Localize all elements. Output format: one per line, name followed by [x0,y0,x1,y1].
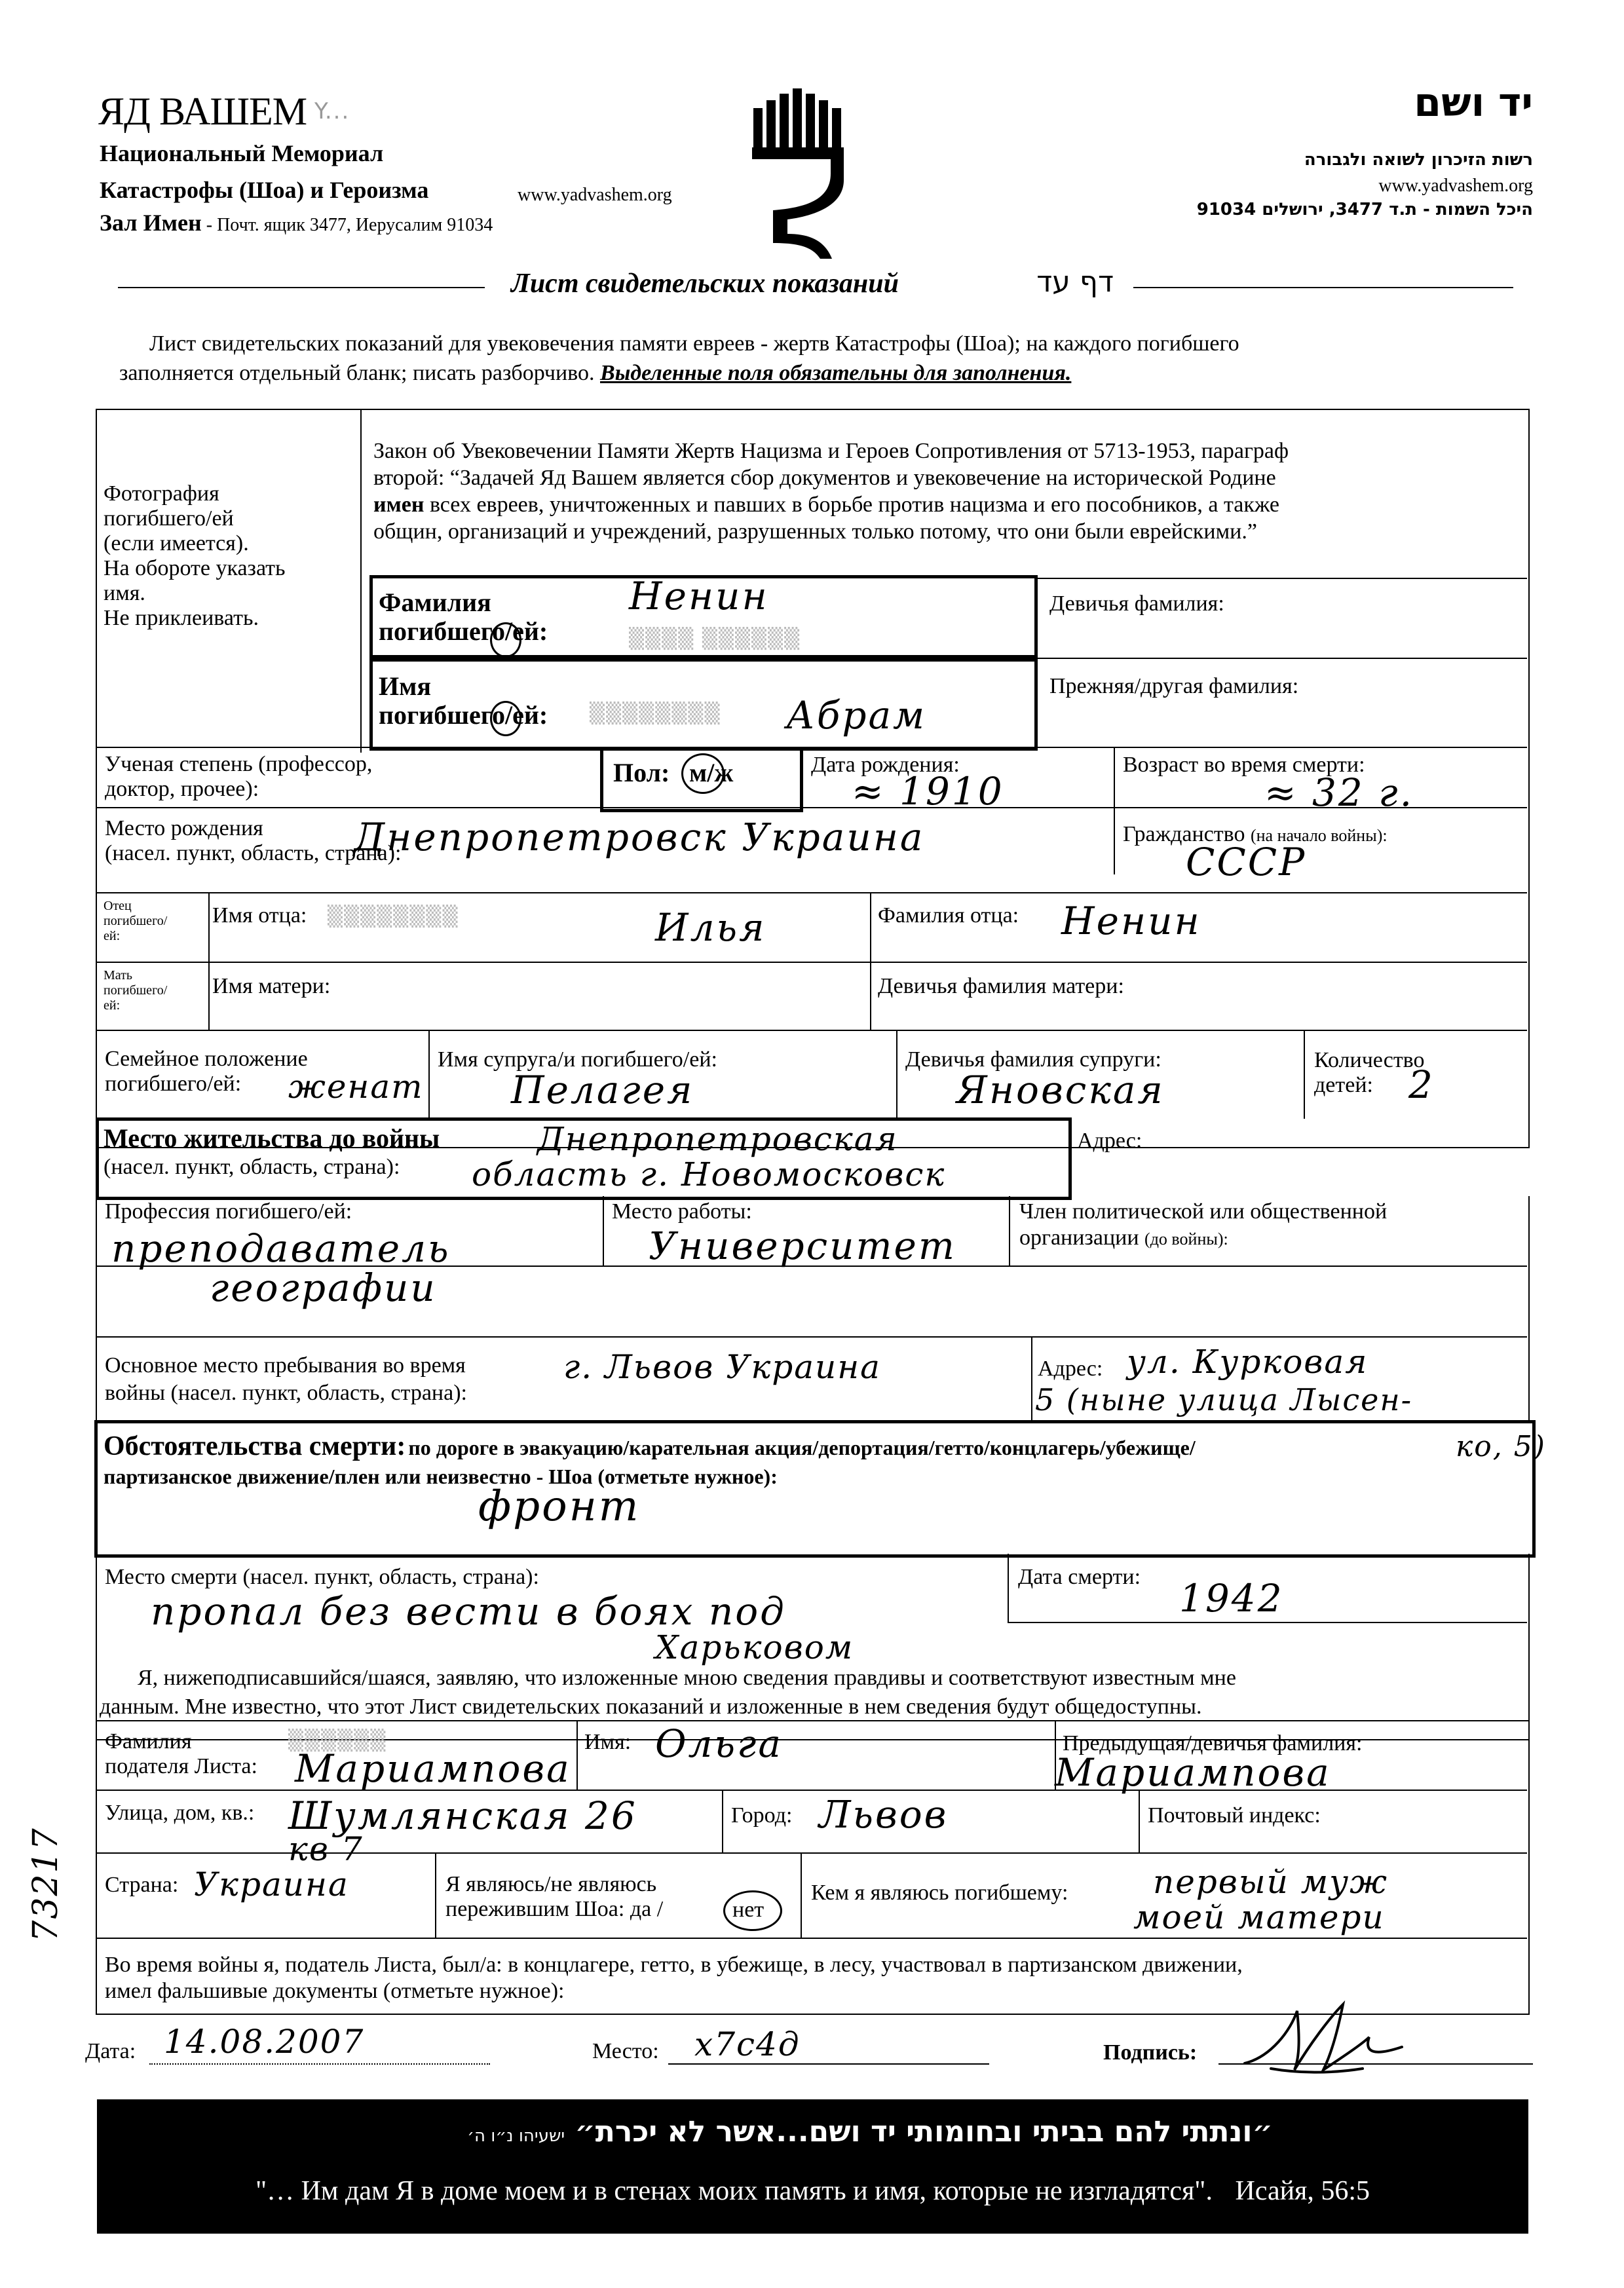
org-line2-he: רשות הזיכרון לשואה ולגבורה [1304,150,1533,170]
row-line-firstname-right [1035,658,1527,659]
firstname-value[interactable]: Абрам [786,693,927,738]
submitter-name-value[interactable]: Ольга [655,1721,783,1766]
age-divider [1114,747,1115,874]
submitter-surname-label-1: Фамилия [105,1729,192,1754]
law-line-1: Закон об Увековечении Памяти Жертв Нацизма и Героев Сопротивления от 5713-1953, параграф [373,439,1289,463]
father-tag-divider [208,892,210,1030]
mother-maiden-label: Девичья фамилия матери: [878,974,1124,998]
workplace-value[interactable]: Университет [649,1224,956,1268]
org-line3-ru: Катастрофы (Шоа) и Героизма [100,177,429,203]
firstname-circle-mark [490,701,521,736]
row-line-5 [96,1030,1527,1031]
spouse-maiden-value[interactable]: Яновская [956,1068,1165,1112]
firstname-label-1: Имя [379,671,431,701]
wartime-address-value-3[interactable]: ко, 5) [1456,1430,1546,1463]
form-title-he: דף עד [1036,265,1114,299]
death-date-bottom [1008,1622,1527,1623]
children-label-2: детей: [1314,1073,1373,1097]
surname-label-1: Фамилия [379,588,491,617]
place-value[interactable]: х7с4д [694,2025,801,2063]
wartime-address-value-2[interactable]: 5 (ныне улица Лысен- [1035,1382,1413,1417]
marital-label [105,1047,308,1097]
submitter-survivor-divider [435,1852,436,1938]
org-line4-he: היכל השמות - ת.ד 3477, ירושלים 91034 [1196,200,1533,219]
residence-address-label: Адрес: [1077,1129,1142,1153]
wartime-value[interactable]: г. Львов Украина [563,1348,881,1386]
photo-line-5: имя. [104,581,145,605]
submitter-relation-value-1[interactable]: первый муж [1153,1863,1389,1901]
residence-value-2[interactable]: область г. Новомосковск [472,1155,946,1193]
declaration-line-2: данным. Мне известно, что этот Лист свидетельских показаний и изложенные в нем сведения будут общедоступны. [100,1695,1202,1719]
firstname-label [379,672,548,730]
residence-label-2: (насел. пункт, область, страна): [104,1155,400,1179]
death-date-label: Дата смерти: [1018,1565,1141,1589]
firstname-redacted: ▒▒▒▒▒▒▒▒ [590,702,721,725]
submitter-prev-label: Предыдущая/девичья фамилия: [1063,1731,1363,1755]
submitter-wartime-label [105,1952,1243,2004]
firstname-label-2: погибшего/ей: [379,700,548,730]
law-line-3-rest: всех евреев, уничтоженных и павших в борьбе против нацизма и его пособников, а также [424,493,1279,517]
spouse-maiden-label: Девичья фамилия супруги: [905,1047,1161,1072]
scripture-banner [97,2099,1528,2234]
submitter-street-value-1[interactable]: Шумлянская 26 [288,1793,637,1838]
spouse-name-label: Имя супруга/и погибшего/ей: [438,1047,717,1072]
death-date-value[interactable]: 1942 [1179,1576,1284,1621]
intro-line-1: Лист свидетельских показаний для увековечения памяти евреев - жертв Катастрофы (Шоа); на каждого погибшего [149,331,1239,356]
submitter-zip-label: Почтовый индекс: [1148,1803,1321,1828]
wartime-address-divider [1031,1336,1032,1421]
member-label-2 [1019,1225,1387,1252]
submitter-row-line-2 [96,1852,1527,1854]
law-text [373,438,1289,545]
submitter-surname-label [105,1729,257,1779]
father-tag-1: Отец [104,899,132,913]
law-line-2: второй: “Задачей Яд Вашем является сбор документов и увековечение на исторической Родине [373,466,1276,490]
spouse-maiden-divider [896,1030,897,1119]
photo-line-6: Не приклеивать. [104,606,259,630]
death-place-value-1[interactable]: пропал без вести в боях под [151,1589,786,1634]
profession-label: Профессия погибшего/ей: [105,1199,352,1224]
birthplace-label-1: Место рождения [105,816,263,840]
age-value[interactable]: ≈ 32 г. [1264,770,1414,815]
citizenship-note: (на начало войны): [1250,826,1388,845]
dob-divider [801,747,802,806]
submitter-street-label: Улица, дом, кв.: [105,1801,255,1825]
dob-label: Дата рождения: [811,753,960,777]
father-surname-value[interactable]: Ненин [1061,899,1201,943]
mother-tag [104,968,167,1013]
surname-redacted: ▒▒▒▒ ▒▒▒▒▒▒ [629,628,801,650]
maiden-label: Девичья фамилия: [1049,591,1224,616]
degree-label-1: Ученая степень (профессор, [105,752,373,776]
children-label-1: Количество [1314,1048,1425,1072]
org-line2-ru: Национальный Мемориал [100,140,384,166]
hall-of-names-label: Зал Имен [100,210,202,236]
father-tag-2: погибшего/ [104,914,168,928]
marital-label-1: Семейное положение [105,1047,308,1071]
death-circ-label: Обстоятельства смерти: [104,1431,406,1461]
submitter-surname-value[interactable]: Мариампова [295,1746,571,1791]
margin-number: 73217 [26,1827,66,1942]
form-title-ru: Лист свидетельских показаний [511,269,899,299]
residence-label [104,1124,440,1182]
menorah-logo-icon [747,82,858,265]
submitter-relation-value-2[interactable]: моей матери [1133,1898,1385,1936]
birthplace-value[interactable]: Днепропетровск Украина [354,815,925,859]
org-title-he: יד ושם [1414,80,1533,126]
submitter-city-divider [722,1790,723,1852]
banner-russian [104,2173,1522,2209]
mother-tag-2: погибшего/ [104,983,168,998]
submitter-survivor-label [445,1872,663,1922]
title-rule-right [1133,287,1513,288]
sex-label: Пол: [613,758,670,787]
submitter-wartime-label-1: Во время войны я, податель Листа, был/а: в концлагере, гетто, в убежище, в лесу, участвовал в партизанском движении, [105,1953,1243,1977]
submitter-city-value[interactable]: Львов [819,1792,949,1837]
date-label: Дата: [85,2039,136,2063]
member-label-org: организации [1019,1226,1139,1250]
submitter-relation-divider [801,1852,802,1938]
row-line-wartime [96,1336,1527,1338]
submitter-surname-redacted: ▒▒▒▒▒▒ [288,1729,387,1752]
banner-russian-quote: "… Им дам Я в доме моем и в стенах моих память и имя, которые не изгладятся". [255,2176,1213,2206]
dob-value[interactable]: ≈ 1910 [852,769,1004,814]
survivor-circle-mark [723,1890,782,1931]
date-underline [149,2063,490,2065]
intro-required-note: Выделенные поля обязательны для заполнения. [600,361,1072,385]
wartime-address-value-1[interactable]: ул. Курковая [1127,1343,1369,1381]
row-line-2 [96,807,1527,808]
photo-line-4: На обороте указать [104,556,286,580]
submitter-survivor-label-1: Я являюсь/не являюсь [445,1872,657,1896]
death-circ-options: по дороге в эвакуацию/карательная акция/депортация/гетто/концлагерь/убежище/ [408,1436,1196,1459]
surname-label-2: погибшего/ей: [379,616,548,646]
marital-label-2: погибшего/ей: [105,1072,242,1096]
submitter-relation-label: Кем я являюсь погибшему: [811,1881,1068,1905]
wartime-address-label: Адрес: [1038,1357,1103,1381]
title-rule-left [118,287,485,288]
workplace-label: Место работы: [612,1199,752,1224]
surname-circle-mark [490,622,521,658]
wartime-label-2: войны (насел. пункт, область, страна): [105,1381,467,1405]
submitter-wartime-label-2: имел фальшивые документы (отметьте нужное): [105,1979,565,2003]
submitter-zip-divider [1139,1790,1140,1852]
row-line-3 [96,892,1527,893]
intro-line-2 [119,360,1071,386]
submitter-survivor-value[interactable]: нет [732,1898,765,1922]
father-surname-label: Фамилия отца: [878,903,1019,928]
member-label [1019,1199,1387,1252]
photo-line-2: погибшего/ей [104,506,234,531]
banner-hebrew-quote: ״ונתתי להם בביתי ובחומותי יד ושם...אשר לא יכרת״ [575,2115,1273,2148]
father-name-redacted: ▒▒▒▒▒▒▒▒ [328,905,459,928]
spouse-name-value[interactable]: Пелагея [511,1068,694,1112]
citizenship-value[interactable]: СССР [1186,840,1307,884]
wartime-label-1: Основное место пребывания во время [105,1353,466,1378]
org-title-ru: ЯД ВАШЕМ [98,90,307,133]
law-line-3 [373,491,1289,518]
place-underline [668,2063,989,2065]
marital-value[interactable]: женат [288,1068,424,1106]
wartime-label [105,1352,467,1407]
mother-tag-1: Мать [104,968,133,983]
submitter-survivor-label-2: пережившим Шоа: да / [445,1897,664,1921]
date-value[interactable]: 14.08.2007 [164,2023,365,2061]
spouse-divider [428,1030,430,1119]
row-line-4 [96,962,1527,963]
photo-instructions [104,481,286,631]
father-surname-divider [870,892,871,1030]
website-left: www.yadvashem.org [518,185,672,205]
submitter-country-label: Страна: [105,1873,179,1897]
death-place-label: Место смерти (насел. пункт, область, страна): [105,1565,539,1589]
member-label-1: Член политической или общественной [1019,1199,1388,1224]
declaration-line-1: Я, нижеподписавшийся/шаяся, заявляю, что изложенные мною сведения правдивы и соответствуют известным мне [138,1666,1236,1690]
degree-label [105,752,372,802]
birthplace-label-2: (насел. пункт, область, страна): [105,841,402,865]
row-line-surname-right [1035,578,1527,579]
citizenship-label-main: Гражданство [1123,822,1245,846]
submitter-surname-label-2: подателя Листа: [105,1754,257,1778]
father-tag-3: ей: [104,929,121,943]
declaration-text [100,1664,1236,1721]
mother-name-label: Имя матери: [212,974,331,998]
surname-label [379,588,548,646]
org-line4-ru [100,210,493,238]
row-line-profession [96,1266,1527,1267]
member-divider [1009,1196,1010,1267]
member-note: (до войны): [1144,1229,1228,1248]
death-date-divider [1008,1554,1009,1622]
profession-value-1[interactable]: преподаватель [111,1226,451,1271]
submitter-name-divider [576,1720,578,1790]
row-line-1 [96,747,1527,748]
signature-mark-icon [1232,1991,1428,2083]
intro-plain: заполняется отдельный бланк; писать разборчиво. [119,361,601,385]
residence-value-1[interactable]: Днепропетровская [537,1120,898,1158]
website-right: www.yadvashem.org [1378,176,1533,196]
children-divider [1304,1030,1305,1119]
banner-hebrew-ref: ישעיהו נ״ו ה׳ [467,2126,565,2146]
sex-value[interactable]: м/ж [689,758,734,787]
residence-label-1: Место жительства до войны [104,1123,440,1153]
submitter-row-line-1 [96,1790,1527,1791]
submitter-row-line-3 [96,1938,1527,1939]
prev-surname-label: Прежняя/другая фамилия: [1049,674,1299,698]
signature-label: Подпись: [1103,2040,1198,2065]
workplace-divider [603,1196,604,1267]
surname-value[interactable]: Ненин [629,574,769,618]
death-circ-value[interactable]: фронт [478,1482,641,1531]
place-label: Место: [592,2039,659,2063]
father-name-value[interactable]: Илья [655,905,766,950]
postal-address: - Почт. ящик 3477, Иерусалим 91034 [201,215,493,235]
submitter-street-value-2[interactable]: кв 7 [288,1830,364,1868]
children-value[interactable]: 2 [1408,1062,1435,1107]
law-names-word: имен [373,493,425,517]
mother-tag-3: ей: [104,998,121,1013]
death-circ-line-1 [104,1432,1196,1467]
banner-hebrew [248,2114,1492,2154]
submitter-name-label: Имя: [584,1730,632,1754]
father-name-label: Имя отца: [212,903,307,928]
submitter-city-label: Город: [731,1803,793,1828]
law-line-4: общин, организаций и учреждений, разрушенных только потому, что они были еврейскими.” [373,519,1257,544]
death-circ-line-2: партизанское движение/плен или неизвестно - Шоа (отметьте нужное): [104,1465,778,1488]
age-label: Возраст во время смерти: [1123,753,1365,777]
submitter-prev-value[interactable]: Мариампова [1055,1750,1331,1795]
stamp-fragment: Y... [314,98,350,124]
degree-label-2: доктор, прочее): [105,777,259,801]
banner-russian-ref: Исайя, 56:5 [1235,2176,1370,2206]
sex-circle-mark [681,753,725,794]
maiden-divider [1034,578,1036,749]
death-place-value-2[interactable]: Харьковом [655,1628,854,1666]
photo-line-1: Фотография [104,481,219,506]
profession-value-2[interactable]: географии [210,1266,437,1310]
submitter-country-value[interactable]: Украина [194,1866,349,1904]
photo-line-3: (если имеется). [104,531,249,555]
photo-divider [360,409,362,753]
father-tag [104,899,167,944]
